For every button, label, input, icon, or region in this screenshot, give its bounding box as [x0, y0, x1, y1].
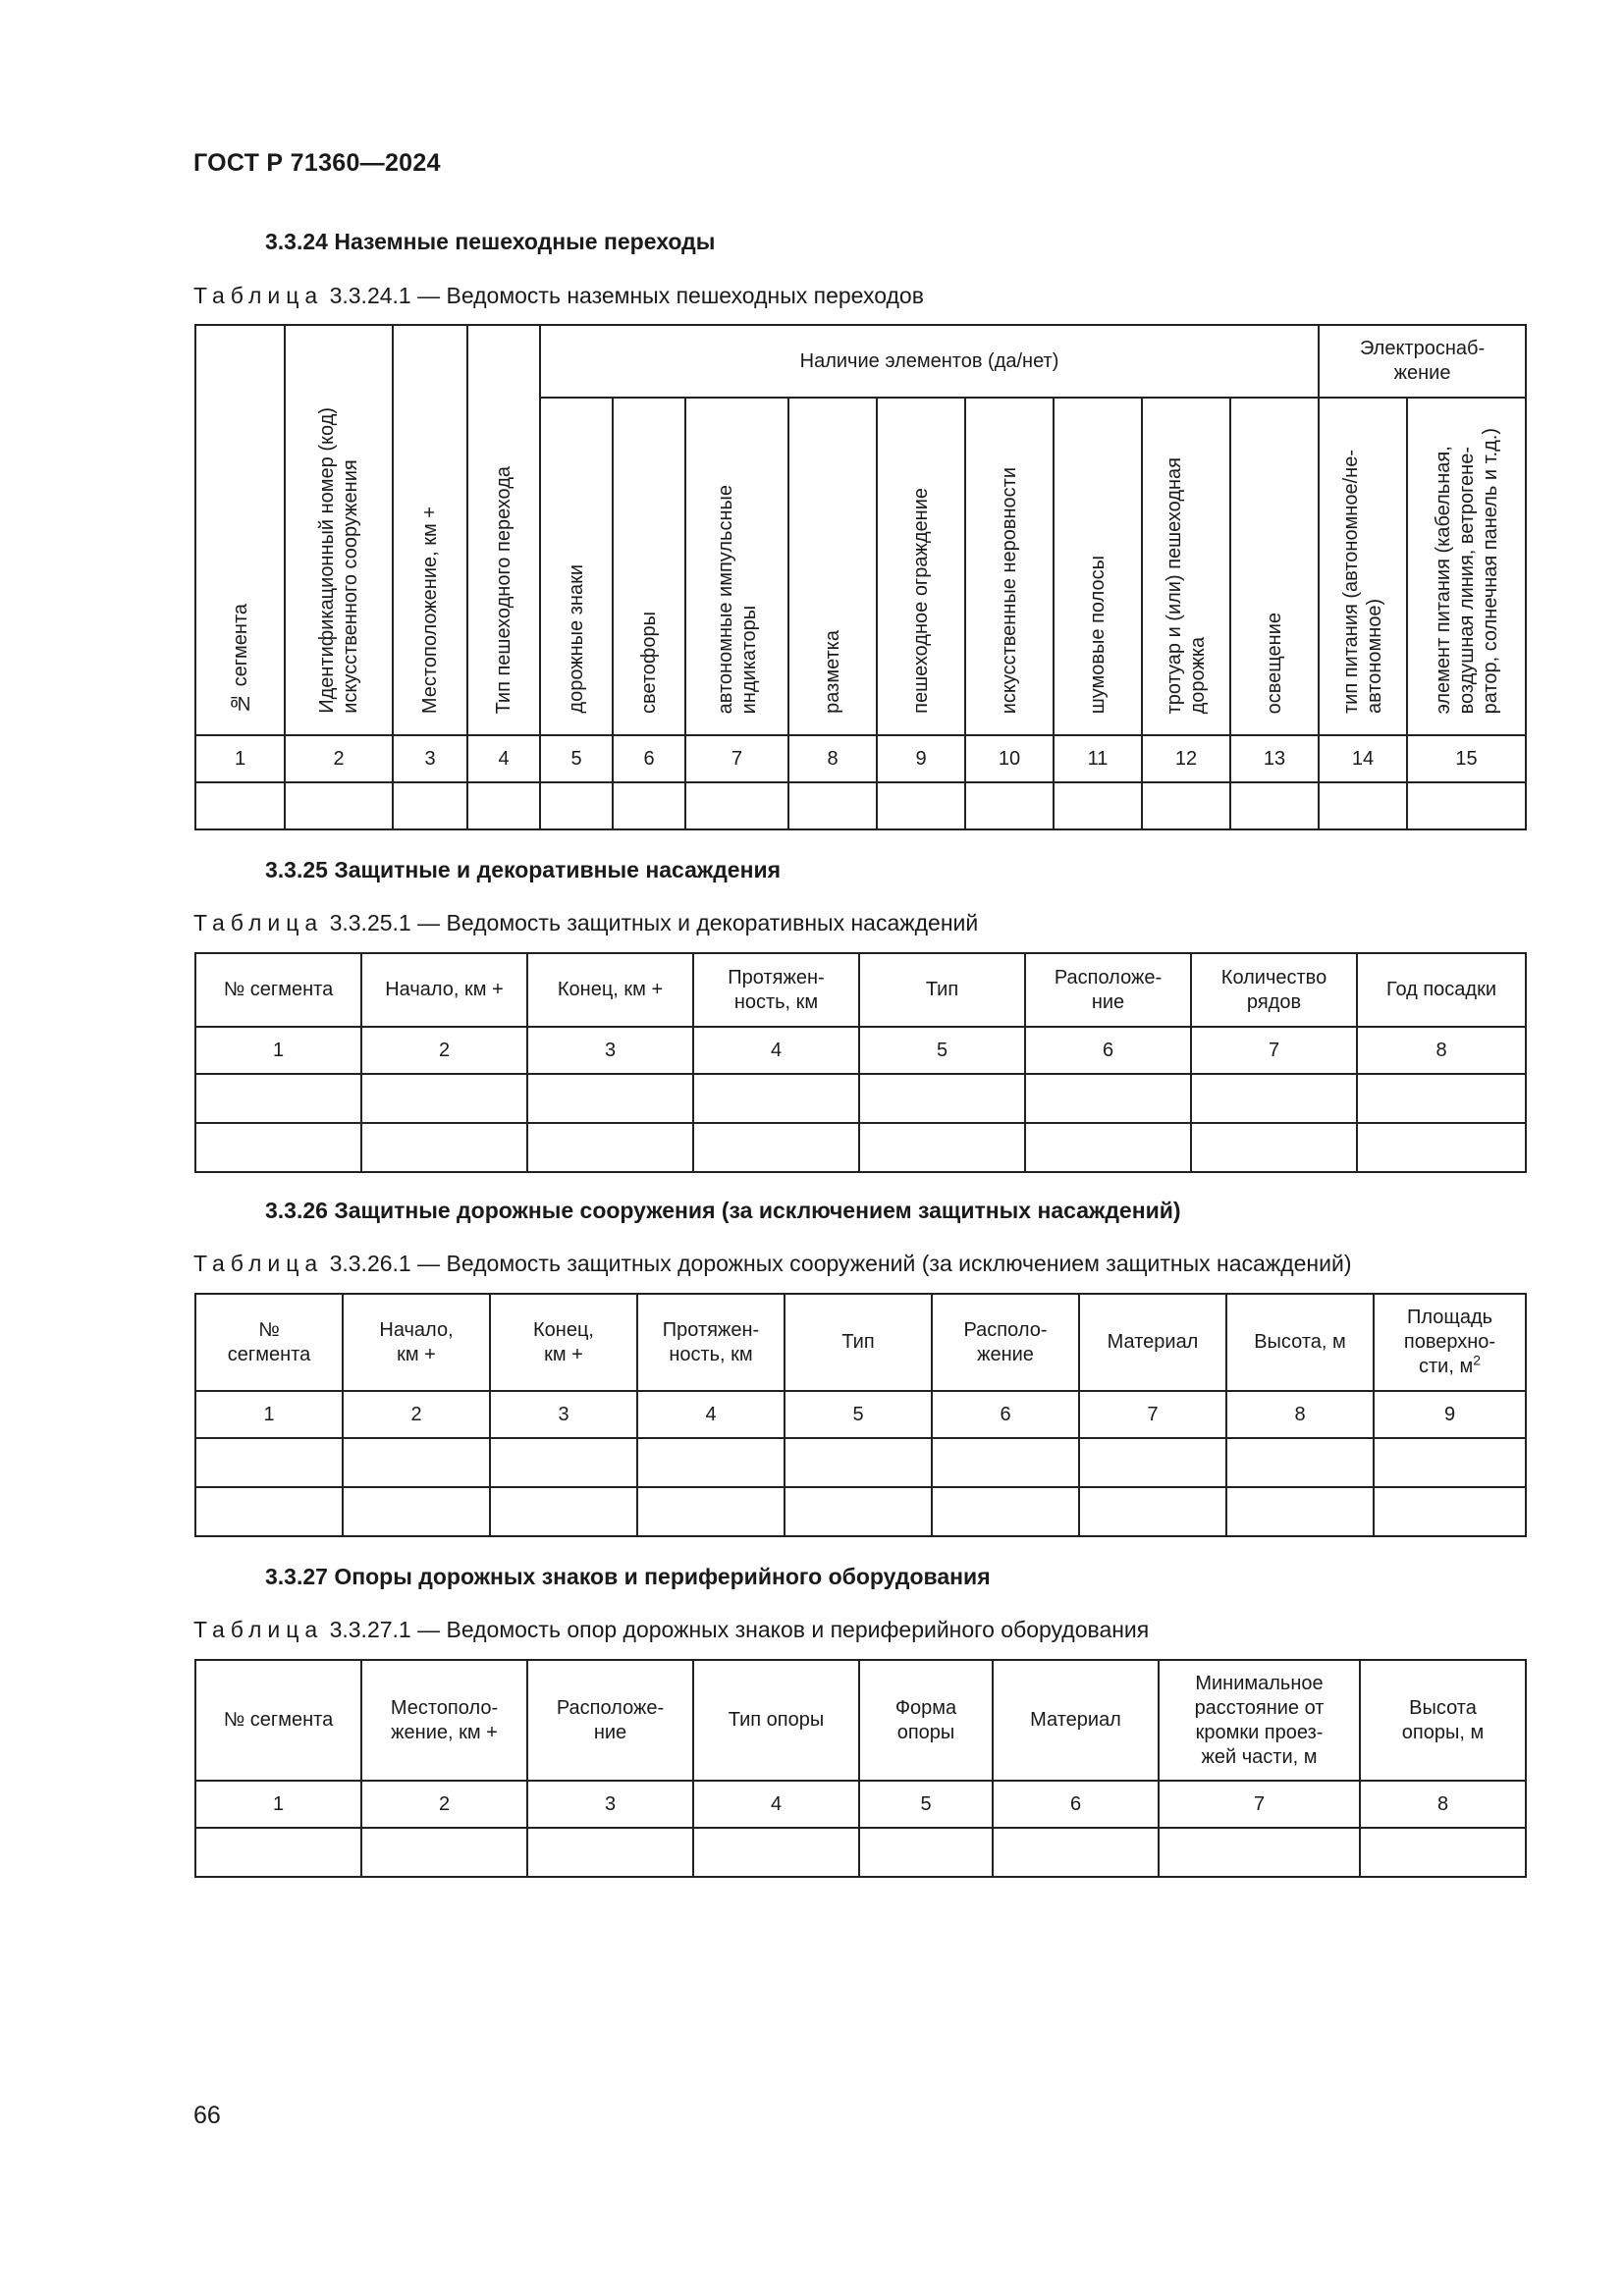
table-cell: [785, 1438, 932, 1487]
column-number: 3: [393, 735, 467, 782]
caption-text: 3.3.26.1 — Ведомость защитных дорожных сооружений (за исключением защитных насаждений): [329, 1251, 1352, 1276]
table-cell: [527, 1074, 693, 1123]
table-cell: [1226, 1438, 1374, 1487]
table-cell: [527, 1828, 693, 1877]
caption-word: Таблица: [193, 1617, 324, 1642]
header-start: Начало, км +: [361, 953, 527, 1027]
table-cell: [1360, 1828, 1526, 1877]
table-cell: [1374, 1487, 1526, 1536]
column-number: 5: [540, 735, 613, 782]
header-length: Протяжен- ность, км: [693, 953, 859, 1027]
table-cell: [195, 782, 285, 829]
header-type: Тип: [785, 1294, 932, 1391]
column-number: 6: [993, 1781, 1159, 1828]
table-pedestrian-crossings: [194, 324, 1527, 830]
table-cell: [361, 1828, 527, 1877]
section-title-3-3-25: 3.3.25 Защитные и декоративные насаждения: [265, 857, 782, 882]
header-segment: № сегмента: [195, 1294, 343, 1391]
header-end: Конец, км +: [490, 1294, 637, 1391]
column-number: 8: [1226, 1391, 1374, 1438]
column-number: 9: [1374, 1391, 1526, 1438]
table-cell: [1230, 782, 1319, 829]
header-noise-strips: шумовые полосы: [1054, 398, 1142, 735]
header-surface-area: Площадь поверхно- сти, $м^2$: [1374, 1294, 1526, 1391]
header-planting-year: Год посадки: [1357, 953, 1526, 1027]
table-cell: [490, 1487, 637, 1536]
column-number: 1: [195, 1391, 343, 1438]
column-number: 6: [1025, 1027, 1191, 1074]
header-location: Местополо- жение, км +: [361, 1660, 527, 1781]
table-cell: [195, 1123, 361, 1172]
table-cell: [195, 1074, 361, 1123]
table-row-numbers: [195, 735, 1526, 782]
caption-text: 3.3.25.1 — Ведомость защитных и декоративных насаждений: [329, 910, 979, 935]
table-row: [195, 782, 1526, 829]
header-pedestrian-fence: пешеходное ограждение: [877, 398, 965, 735]
column-number: 3: [527, 1027, 693, 1074]
table-caption-3-3-26-1: [193, 1251, 1352, 1277]
column-number: 4: [467, 735, 540, 782]
table-cell: [637, 1438, 785, 1487]
section-title-3-3-27: 3.3.27 Опоры дорожных знаков и периферийного оборудования: [265, 1564, 991, 1589]
column-number: 8: [1357, 1027, 1526, 1074]
header-start: Начало, км +: [343, 1294, 490, 1391]
table-cell: [361, 1123, 527, 1172]
caption-text: 3.3.24.1 — Ведомость наземных пешеходных переходов: [329, 283, 924, 308]
header-group-power: Электроснаб- жение: [1319, 325, 1526, 398]
header-crossing-type: Тип пешеходного перехода: [467, 325, 540, 735]
caption-text: 3.3.27.1 — Ведомость опор дорожных знаков и периферийного оборудования: [329, 1617, 1150, 1642]
column-number: 10: [965, 735, 1054, 782]
column-number: 7: [685, 735, 788, 782]
table-protective-plantings: [194, 952, 1527, 1173]
document-header: ГОСТ Р 71360—2024: [193, 149, 441, 177]
table-caption-3-3-24-1: [193, 283, 924, 309]
table-cell: [965, 782, 1054, 829]
table-row: [195, 1438, 1526, 1487]
column-number: 5: [859, 1781, 993, 1828]
table-cell: [393, 782, 467, 829]
table-cell: [932, 1487, 1079, 1536]
column-number: 2: [361, 1781, 527, 1828]
header-road-signs: дорожные знаки: [540, 398, 613, 735]
table-cell: [859, 1123, 1025, 1172]
table-cell: [527, 1123, 693, 1172]
header-material: Материал: [993, 1660, 1159, 1781]
column-number: 6: [932, 1391, 1079, 1438]
table-row: [195, 1828, 1526, 1877]
header-length: Протяжен- ность, км: [637, 1294, 785, 1391]
table-cell: [637, 1487, 785, 1536]
table-cell: [859, 1074, 1025, 1123]
header-material: Материал: [1079, 1294, 1226, 1391]
table-cell: [1319, 782, 1407, 829]
column-number: 5: [859, 1027, 1025, 1074]
table-cell: [490, 1438, 637, 1487]
header-position: Располо- жение: [932, 1294, 1079, 1391]
table-cell: [285, 782, 393, 829]
header-group-elements: Наличие элементов (да/нет): [540, 325, 1319, 398]
table-cell: [361, 1074, 527, 1123]
header-end: Конец, км +: [527, 953, 693, 1027]
header-support-height: Высота опоры, м: [1360, 1660, 1526, 1781]
column-number: 2: [361, 1027, 527, 1074]
column-number: 1: [195, 735, 285, 782]
column-number: 4: [693, 1781, 859, 1828]
column-number: 3: [527, 1781, 693, 1828]
column-number: 2: [343, 1391, 490, 1438]
table-cell: [1357, 1123, 1526, 1172]
header-power-type: тип питания (автономное/не- автономное): [1319, 398, 1407, 735]
column-number: 6: [613, 735, 685, 782]
table-cell: [1079, 1487, 1226, 1536]
column-number: 14: [1319, 735, 1407, 782]
table-cell: [343, 1438, 490, 1487]
column-number: 7: [1191, 1027, 1357, 1074]
header-row-count: Количество рядов: [1191, 953, 1357, 1027]
table-cell: [693, 1123, 859, 1172]
table-caption-3-3-27-1: [193, 1617, 1149, 1643]
table-row: [195, 1123, 1526, 1172]
header-sidewalk: тротуар и (или) пешеходная дорожка: [1142, 398, 1230, 735]
table-cell: [1357, 1074, 1526, 1123]
column-number: 13: [1230, 735, 1319, 782]
column-number: 4: [637, 1391, 785, 1438]
header-marking: разметка: [788, 398, 877, 735]
column-number: 1: [195, 1781, 361, 1828]
header-speed-bumps: искусственные неровности: [965, 398, 1054, 735]
column-number: 8: [788, 735, 877, 782]
column-number: 8: [1360, 1781, 1526, 1828]
table-cell: [195, 1828, 361, 1877]
header-segment: № сегмента: [195, 1660, 361, 1781]
table-cell: [1025, 1074, 1191, 1123]
table-row-numbers: [195, 1781, 1526, 1828]
header-power-element: элемент питания (кабельная, воздушная линия, ветрогене- ратор, солнечная панель и т.д.): [1407, 398, 1526, 735]
column-number: 7: [1159, 1781, 1360, 1828]
table-cell: [685, 782, 788, 829]
column-number: 11: [1054, 735, 1142, 782]
header-pulse-indicators: автономные импульсные индикаторы: [685, 398, 788, 735]
table-cell: [467, 782, 540, 829]
table-row: [195, 1074, 1526, 1123]
header-position: Расположе- ние: [1025, 953, 1191, 1027]
table-cell: [1025, 1123, 1191, 1172]
table-cell: [859, 1828, 993, 1877]
column-number: 5: [785, 1391, 932, 1438]
table-row-numbers: [195, 1391, 1526, 1438]
header-height: Высота, м: [1226, 1294, 1374, 1391]
caption-word: Таблица: [193, 910, 324, 935]
table-cell: [877, 782, 965, 829]
column-number: 9: [877, 735, 965, 782]
table-row: [195, 1487, 1526, 1536]
column-number: 1: [195, 1027, 361, 1074]
caption-word: Таблица: [193, 283, 324, 308]
section-title-3-3-24: 3.3.24 Наземные пешеходные переходы: [265, 229, 716, 254]
header-min-distance: Минимальное расстояние от кромки проез- жей части, м: [1159, 1660, 1360, 1781]
table-cell: [693, 1828, 859, 1877]
table-cell: [1079, 1438, 1226, 1487]
table-cell: [613, 782, 685, 829]
table-sign-supports: [194, 1659, 1527, 1878]
table-cell: [788, 782, 877, 829]
column-number: 15: [1407, 735, 1526, 782]
header-support-type: Тип опоры: [693, 1660, 859, 1781]
header-location: Местоположение, км +: [393, 325, 467, 735]
table-protective-structures: [194, 1293, 1527, 1537]
section-title-3-3-26: 3.3.26 Защитные дорожные сооружения (за исключением защитных насаждений): [265, 1198, 1181, 1223]
caption-word: Таблица: [193, 1251, 324, 1276]
column-number: 7: [1079, 1391, 1226, 1438]
table-cell: [1191, 1074, 1357, 1123]
header-traffic-lights: светофоры: [613, 398, 685, 735]
page-number: 66: [193, 2102, 221, 2129]
table-cell: [1226, 1487, 1374, 1536]
header-lighting: освещение: [1230, 398, 1319, 735]
column-number: 3: [490, 1391, 637, 1438]
table-row-numbers: [195, 1027, 1526, 1074]
table-cell: [693, 1074, 859, 1123]
table-cell: [1054, 782, 1142, 829]
table-cell: [1191, 1123, 1357, 1172]
table-cell: [343, 1487, 490, 1536]
header-support-shape: Форма опоры: [859, 1660, 993, 1781]
table-cell: [785, 1487, 932, 1536]
table-cell: [540, 782, 613, 829]
table-cell: [1407, 782, 1526, 829]
table-cell: [1159, 1828, 1360, 1877]
table-cell: [1142, 782, 1230, 829]
column-number: 12: [1142, 735, 1230, 782]
column-number: 2: [285, 735, 393, 782]
header-type: Тип: [859, 953, 1025, 1027]
header-position: Расположе- ние: [527, 1660, 693, 1781]
table-cell: [195, 1487, 343, 1536]
header-segment: № сегмента: [195, 953, 361, 1027]
table-cell: [195, 1438, 343, 1487]
header-structure-id: Идентификационный номер (код) искусственного сооружения: [285, 325, 393, 735]
table-cell: [993, 1828, 1159, 1877]
table-caption-3-3-25-1: [193, 910, 978, 936]
table-cell: [1374, 1438, 1526, 1487]
column-number: 4: [693, 1027, 859, 1074]
header-segment: № сегмента: [195, 325, 285, 735]
table-cell: [932, 1438, 1079, 1487]
